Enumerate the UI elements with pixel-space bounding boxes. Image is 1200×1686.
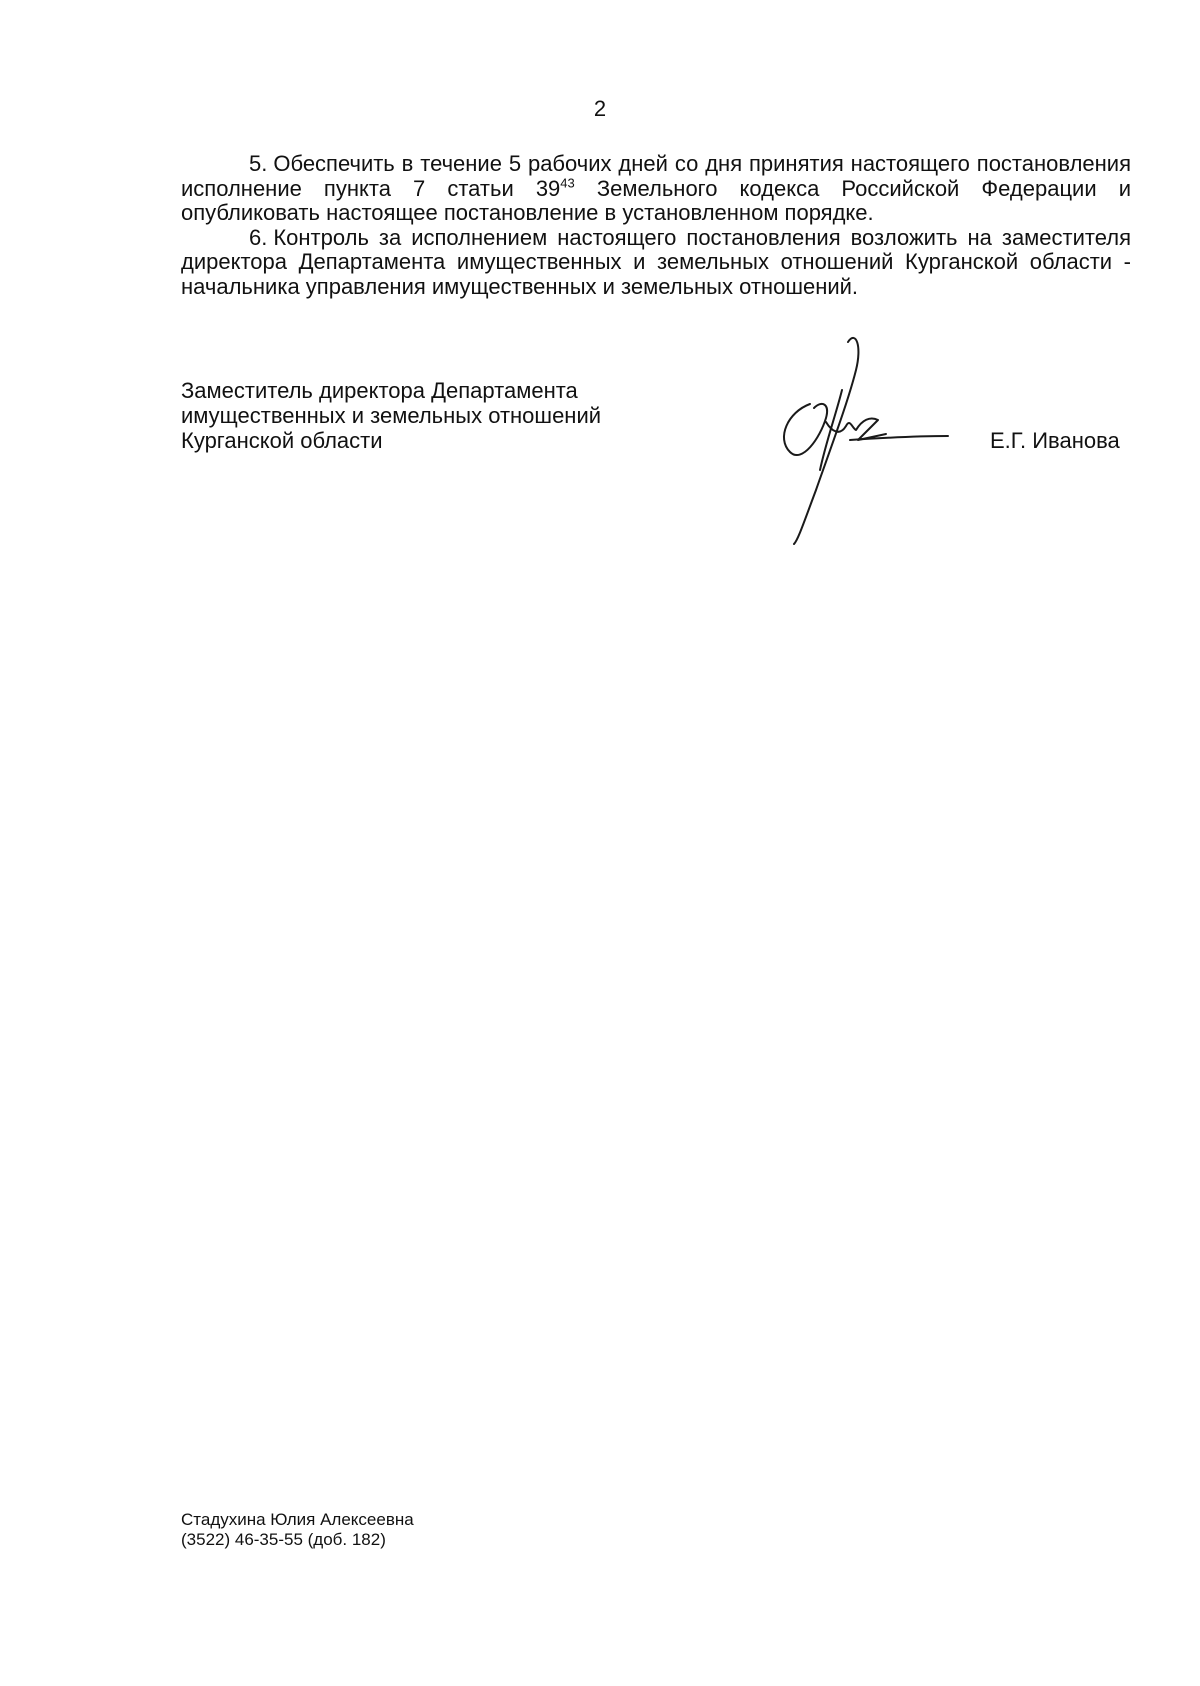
position-line: Заместитель директора Департамента <box>181 378 578 403</box>
executor-info <box>181 1510 414 1550</box>
position-line: имущественных и земельных отношений <box>181 403 602 428</box>
paragraph-text: Контроль за исполнением настоящего постановления возложить на заместителя директора Департамента имущественных и земельных отношений Курганской области - начальника управления имущественных и земельных отношений. <box>181 224 1131 299</box>
paragraph-5 <box>181 152 1131 226</box>
signer-name: Е.Г. Иванова <box>990 428 1120 453</box>
signature-icon <box>770 330 950 550</box>
paragraph-6 <box>181 226 1131 300</box>
paragraph-number: 6. <box>249 224 268 250</box>
position-line: Курганской области <box>181 428 383 453</box>
article-superscript: 43 <box>560 175 575 191</box>
paragraph-number: 5. <box>249 151 268 176</box>
executor-phone: (3522) 46-35-55 (доб. 182) <box>181 1530 386 1549</box>
page-number: 2 <box>593 96 607 121</box>
body-text <box>181 152 1131 299</box>
paragraph-text-cont: Земельного кодекса Российской Федерации и опубликовать настоящее постановление в установленном порядке. <box>181 175 1131 225</box>
signatory-position <box>181 378 601 453</box>
paragraph-text: Обеспечить в течение 5 рабочих дней со дня принятия настоящего постановления исполнение пункта 7 статьи 39 <box>181 151 1131 201</box>
executor-name: Стадухина Юлия Алексеевна <box>181 1510 414 1529</box>
